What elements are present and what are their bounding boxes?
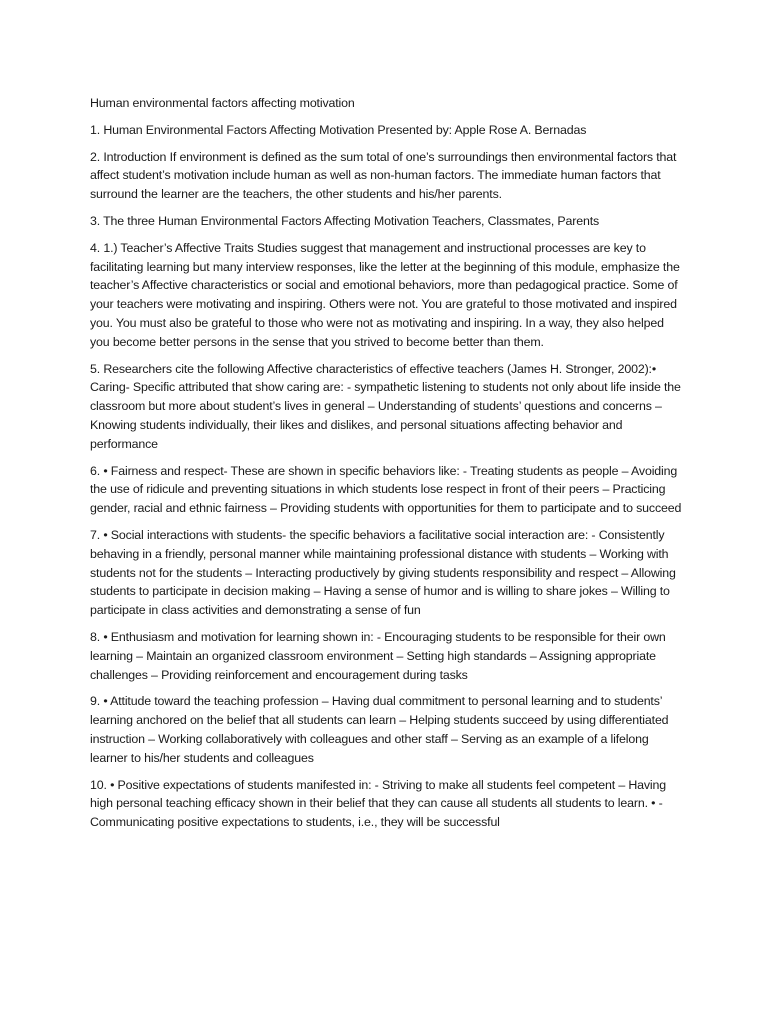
paragraph-3: 3. The three Human Environmental Factors Affecting Motivation Teachers, Classmates, Parents (90, 213, 600, 228)
document-title: Human environmental factors affecting motivation (90, 96, 355, 110)
paragraph-7: 7. • Social interactions with students- the specific behaviors a facilitative social interaction are: - Consistently behaving in a friendly, personal manner while maintaining professional distance with students – Working with students not for the students – Interacting productively by giving students responsibility and respect – Allowing students to participate in decision making – Having a sense of humor and is willing to share jokes – Willing to participate in class activities and demonstrating a sense of fun (90, 527, 676, 618)
paragraph-9: 9. • Attitude toward the teaching profession – Having dual commitment to personal learning and to students’ learning anchored on the belief that all students can learn – Helping students succeed by using differentiated instruction – Working collaboratively with colleagues and other staff – Serving as an example of a lifelong learner to his/her students and colleagues (90, 694, 669, 765)
paragraph-5: 5. Researchers cite the following Affective characteristics of effective teachers (James H. Stronger, 2002):• Caring- Specific attributed that show caring are: - sympathetic listening to students not only about life inside the classroom but more about student’s lives in general – Understanding of students’ questions and concerns – Knowing students individually, their likes and dislikes, and personal situations affecting behavior and performance (90, 361, 681, 451)
paragraph-4: 4. 1.) Teacher’s Affective Traits Studies suggest that management and instructional processes are key to facilitating learning but many interview responses, like the letter at the beginning of this module, emphasize the teacher’s Affective characteristics or social and emotional behaviors, more than pedagogical practice. Some of your teachers were motivating and inspiring. Others were not. You are grateful to those motivated and inspired you. You must also be grateful to those who were not as motivating and inspiring. In a way, they also helped you become better persons in the sense that you strived to become better than them. (90, 240, 680, 349)
paragraph-1: 1. Human Environmental Factors Affecting Motivation Presented by: Apple Rose A. Bernadas (90, 122, 587, 137)
paragraph-10: 10. • Positive expectations of students manifested in: - Striving to make all students feel competent – Having high personal teaching efficacy shown in their belief that they can cause all students all students to learn. • - Communicating positive expectations to students, i.e., they will be successful (90, 777, 667, 830)
paragraph-6: 6. • Fairness and respect- These are shown in specific behaviors like: - Treating students as people – Avoiding the use of ridicule and preventing situations in which students lose respect in front of their peers – Practicing gender, racial and ethnic fairness – Providing students with opportunities for them to participate and to succeed (90, 463, 682, 516)
paragraph-8: 8. • Enthusiasm and motivation for learning shown in: - Encouraging students to be responsible for their own learning – Maintain an organized classroom environment – Setting high standards – Assigning appropriate challenges – Providing reinforcement and encouragement during tasks (90, 629, 666, 682)
document-body (90, 94, 686, 840)
paragraph-2: 2. Introduction If environment is defined as the sum total of one’s surroundings then environmental factors that affect student’s motivation include human as well as non-human factors. The immediate human factors that surround the learner are the teachers, the other students and his/her parents. (90, 149, 677, 202)
